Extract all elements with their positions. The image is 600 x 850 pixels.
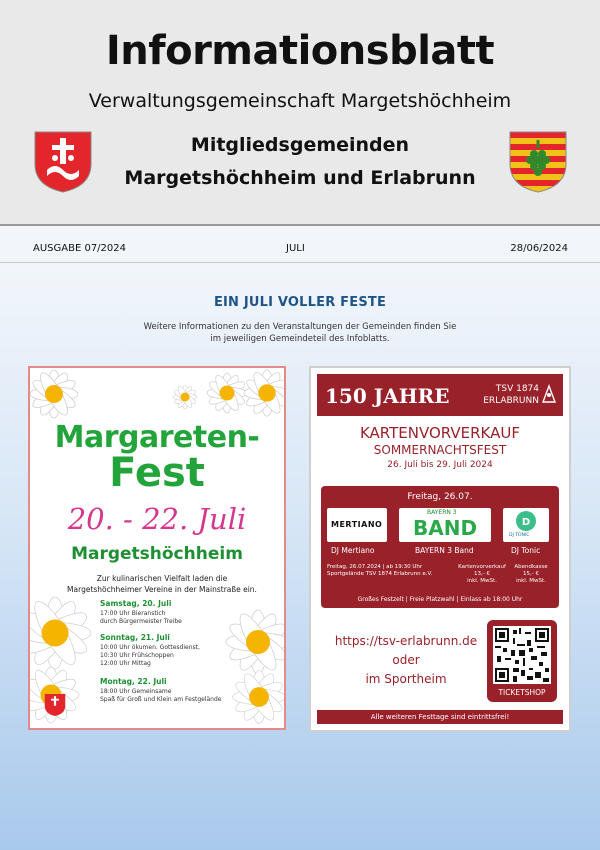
band-text: BAND <box>413 516 478 540</box>
program-sunday-line-1: 10:00 Uhr ökumen. Gottesdienst, <box>100 644 200 651</box>
ticket-sources <box>331 632 481 689</box>
club-town: ERLABRUNN <box>483 396 539 406</box>
issue-date: 28/06/2024 <box>510 243 568 254</box>
masthead-title: Informationsblatt <box>105 28 495 74</box>
small-crest-icon <box>44 692 66 718</box>
program-monday-title: Montag, 22. Juli <box>100 677 167 686</box>
program-sunday-line-2: 10:30 Uhr Frühschoppen <box>100 652 174 659</box>
tsv-anniversary-poster <box>309 366 571 732</box>
dj-tonic-logo-text: DJ TONIC <box>509 533 530 538</box>
section-title: EIN JULI VOLLER FESTE <box>213 295 387 310</box>
svg-text:D: D <box>521 517 531 528</box>
presale-heading: KARTENVORVERKAUF <box>359 424 521 442</box>
box-office-tax: inkl. MwSt. <box>516 578 546 584</box>
anniversary-headline: 150 JAHRE <box>325 384 450 408</box>
fest-intro-line-2: Margetshöchheimer Vereine in der Mainstraße ein. <box>67 585 257 594</box>
fest-date-range: 26. Juli bis 29. Juli 2024 <box>387 460 493 470</box>
member-municipalities <box>100 129 500 195</box>
box-office-value: 15,- € <box>523 571 539 577</box>
mertiano-logo <box>327 508 387 542</box>
fest-title-line-2: Fest <box>109 450 205 496</box>
program-monday-line-1: 18:00 Uhr Gemeinsame <box>100 688 172 695</box>
event-info-line-1: Freitag, 26.07.2024 | ab 19:30 Uhr <box>327 564 423 570</box>
presale-price-value: 13,- € <box>474 571 490 577</box>
program-saturday-line-2: durch Bürgermeister Treibe <box>100 618 182 625</box>
program-saturday-line-1: 17:00 Uhr Bieranstich <box>100 610 166 617</box>
meta-divider <box>0 262 600 263</box>
event-info-line-2: Sportgelände TSV 1874 Erlabrunn e.V. <box>327 571 433 577</box>
daisy-icon <box>238 366 286 422</box>
box-office-price <box>507 564 555 585</box>
dj-1-label: DJ Mertiano <box>331 546 375 555</box>
venue-details: Großes Festzelt | Freie Platzwahl | Einlass ab 18:00 Uhr <box>357 596 523 603</box>
section-desc-line-1: Weitere Informationen zu den Veranstaltungen der Gemeinden finden Sie <box>143 322 457 332</box>
tsv-poster-inner <box>317 374 563 724</box>
poster-footer: Alle weiteren Festtage sind eintrittsfrei! <box>317 710 563 724</box>
fest-place: Margetshöchheim <box>71 544 243 564</box>
bayern3-band-logo <box>399 508 491 542</box>
members-line-2: Margetshöchheim und Erlabrunn <box>124 167 476 189</box>
ticket-sportheim-text: im Sportheim <box>365 672 447 686</box>
daisy-icon <box>170 382 200 412</box>
club-logo-icon <box>541 384 557 404</box>
program-sunday-line-3: 12:00 Uhr Mittag <box>100 660 151 667</box>
dj-2-label: BAYERN 3 Band <box>415 546 474 555</box>
section-description <box>120 321 480 345</box>
program-sunday-title: Sonntag, 21. Juli <box>100 633 170 642</box>
dj-3-label: DJ Tonic <box>511 546 541 555</box>
friday-lineup <box>321 486 559 608</box>
program-monday-line-2: Spaß für Groß und Klein am Festgelände <box>100 696 222 703</box>
fest-intro <box>64 573 260 595</box>
program-saturday-title: Samstag, 20. Juli <box>100 599 172 608</box>
fest-dates: 20. - 22. Juli <box>67 502 247 536</box>
ticketshop-qr <box>487 620 557 702</box>
issue-number: AUSGABE 07/2024 <box>33 243 126 254</box>
tsv-poster-header <box>317 374 563 416</box>
margetshoechheim-crest-icon <box>33 130 93 194</box>
margaretenfest-poster <box>28 366 286 730</box>
mertiano-logo-text: MERTIANO <box>331 520 383 529</box>
erlabrunn-crest-icon <box>508 130 568 194</box>
club-name: TSV 1874 <box>495 384 539 394</box>
bayern3-text: BAYERN 3 <box>427 509 457 516</box>
friday-date: Freitag, 26.07. <box>407 492 473 502</box>
masthead-subtitle: Verwaltungsgemeinschaft Margetshöchheim <box>88 90 512 112</box>
section-desc-line-2: im jeweiligen Gemeindeteil des Infoblatts. <box>210 334 390 344</box>
issue-meta <box>33 243 568 259</box>
dj-tonic-logo <box>503 508 549 542</box>
event-info <box>327 564 432 578</box>
fest-intro-line-1: Zur kulinarischen Vielfalt laden die <box>96 574 228 583</box>
presale-price-tax: inkl. MwSt. <box>467 578 497 584</box>
summer-night-fest: SOMMERNACHTSFEST <box>373 443 507 457</box>
qr-code-icon <box>493 626 551 684</box>
ticket-or-text: oder <box>392 653 420 667</box>
daisy-icon <box>28 366 84 424</box>
presale-price-label: Kartenvorverkauf <box>458 564 506 570</box>
presale-price <box>457 564 507 585</box>
dj-tonic-icon <box>512 510 540 532</box>
program-sunday <box>100 634 200 668</box>
members-line-1: Mitgliedsgemeinden <box>190 134 410 156</box>
ticketshop-label: TICKETSHOP <box>498 688 546 697</box>
program-saturday <box>100 600 182 626</box>
daisy-icon <box>226 664 286 730</box>
ticket-url-link[interactable]: https://tsv-erlabrunn.de <box>334 634 478 648</box>
issue-month: JULI <box>286 243 305 254</box>
program-monday <box>100 678 221 704</box>
fest-title-line-1: Margareten- <box>54 420 260 455</box>
masthead <box>0 0 600 226</box>
box-office-label: Abendkasse <box>514 564 548 570</box>
